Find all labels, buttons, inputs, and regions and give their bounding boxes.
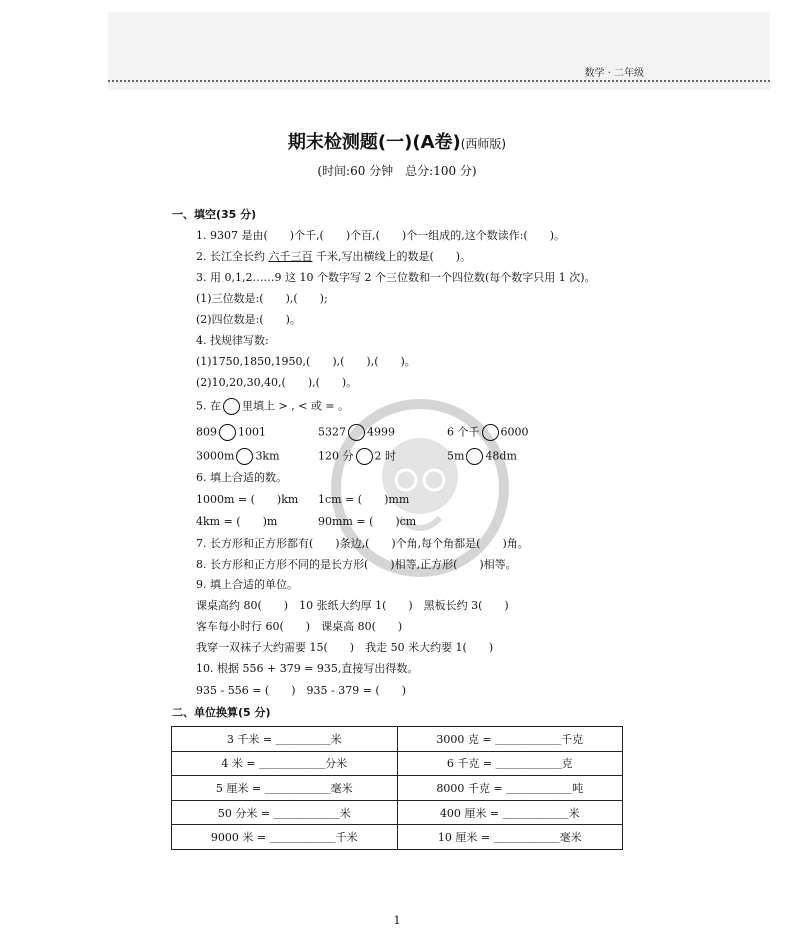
- compare-circle: [219, 424, 236, 441]
- compare-circle: [223, 398, 240, 415]
- table-cell: 3 千米 = ＿＿＿＿＿米: [172, 727, 398, 752]
- table-cell: 50 分米 = ＿＿＿＿＿＿米: [172, 800, 398, 825]
- compare-right: 2 时: [374, 449, 396, 463]
- table-cell: 4 米 = ＿＿＿＿＿＿分米: [172, 751, 398, 776]
- page-subtitle: (时间:60 分钟 总分:100 分): [317, 164, 477, 178]
- compare-item: [318, 448, 396, 465]
- question-2-underlined: 六千三百: [268, 250, 313, 263]
- question-10: 10. 根据 556 + 379 = 935,直接写出得数。: [196, 662, 419, 675]
- compare-circle: [466, 448, 483, 465]
- header-subject: 数学 · 二年级: [584, 68, 644, 79]
- question-9: 9. 填上合适的单位。: [196, 578, 298, 591]
- unit-fill-item: 4km = ( )m: [196, 515, 278, 528]
- compare-right: 48dm: [485, 449, 517, 463]
- question-9-line-2: 客车每小时行 60( ) 课桌高 80( ): [196, 620, 403, 633]
- question-5-after: 里填上 > , < 或 = 。: [242, 399, 350, 413]
- table-cell: 5 厘米 = ＿＿＿＿＿＿毫米: [172, 776, 398, 801]
- compare-item: [447, 448, 517, 465]
- table-cell: 6 千克 = ＿＿＿＿＿＿克: [397, 751, 623, 776]
- question-1: 1. 9307 是由( )个千,( )个百,( )个一组成的,这个数读作:( )。: [196, 229, 566, 242]
- question-8: 8. 长方形和正方形不同的是长方形( )相等,正方形( )相等。: [196, 558, 517, 571]
- title-edition: (西师版): [460, 137, 507, 151]
- compare-right: 6000: [500, 425, 529, 439]
- compare-item: [196, 448, 280, 465]
- compare-left: 6 个千: [447, 425, 480, 439]
- compare-item: [196, 424, 266, 441]
- question-2: [196, 250, 471, 264]
- question-10-line: 935 - 556 = ( ) 935 - 379 = ( ): [196, 684, 406, 697]
- compare-right: 3km: [255, 449, 280, 463]
- question-4-part-1: (1)1750,1850,1950,( ),( ),( )。: [196, 355, 416, 368]
- unit-fill-item: 1000m = ( )km: [196, 493, 299, 506]
- compare-right: 4999: [367, 425, 395, 439]
- page-title: [0, 128, 794, 154]
- compare-left: 809: [196, 425, 217, 439]
- table-cell: 10 厘米 = ＿＿＿＿＿＿毫米: [397, 825, 623, 850]
- title-main: 期末检测题(一)(A卷): [287, 132, 461, 153]
- question-4-part-2: (2)10,20,30,40,( ),( )。: [196, 376, 358, 389]
- page-number: 1: [393, 914, 401, 927]
- question-2-before: 2. 长江全长约: [196, 250, 269, 263]
- table-row: [172, 776, 623, 801]
- header-band: [108, 12, 770, 90]
- table-row: [172, 800, 623, 825]
- section2-heading: 二、单位换算(5 分): [172, 706, 271, 719]
- question-3-part-2: (2)四位数是:( )。: [196, 313, 301, 326]
- table-row: [172, 825, 623, 850]
- question-7: 7. 长方形和正方形都有( )条边,( )个角,每个角都是( )角。: [196, 537, 529, 550]
- table-cell: 8000 千克 = ＿＿＿＿＿＿吨: [397, 776, 623, 801]
- header-divider: [108, 80, 770, 82]
- compare-item: [447, 424, 529, 441]
- compare-left: 5327: [318, 425, 346, 439]
- compare-circle: [236, 448, 253, 465]
- table-cell: 9000 米 = ＿＿＿＿＿＿千米: [172, 825, 398, 850]
- compare-left: 3000m: [196, 449, 235, 463]
- unit-fill-item: 90mm = ( )cm: [318, 515, 417, 528]
- unit-fill-item: 1cm = ( )mm: [318, 493, 410, 506]
- table-row: [172, 727, 623, 752]
- compare-left: 5m: [447, 449, 465, 463]
- compare-circle: [356, 448, 373, 465]
- question-3: 3. 用 0,1,2……9 这 10 个数字写 2 个三位数和一个四位数(每个数字只用 1 次)。: [196, 271, 596, 284]
- question-2-after: 千米,写出横线上的数是( )。: [312, 250, 472, 263]
- unit-conversion-table: [171, 726, 623, 850]
- compare-left: 120 分: [318, 449, 354, 463]
- table-cell: 400 厘米 = ＿＿＿＿＿＿米: [397, 800, 623, 825]
- compare-right: 1001: [238, 425, 266, 439]
- question-9-line-3: 我穿一双袜子大约需要 15( ) 我走 50 米大约要 1( ): [196, 641, 494, 654]
- section1-heading: 一、填空(35 分): [172, 208, 257, 221]
- question-6: 6. 填上合适的数。: [196, 471, 287, 484]
- question-5: [196, 398, 349, 415]
- question-9-line-1: 课桌高约 80( ) 10 张纸大约厚 1( ) 黑板长约 3( ): [196, 599, 509, 612]
- compare-circle: [482, 424, 499, 441]
- question-4: 4. 找规律写数:: [196, 334, 269, 347]
- question-5-before: 5. 在: [196, 399, 221, 413]
- table-row: [172, 751, 623, 776]
- compare-circle: [348, 424, 365, 441]
- table-cell: 3000 克 = ＿＿＿＿＿＿千克: [397, 727, 623, 752]
- question-3-part-1: (1)三位数是:( ),( );: [196, 292, 328, 305]
- compare-item: [318, 424, 395, 441]
